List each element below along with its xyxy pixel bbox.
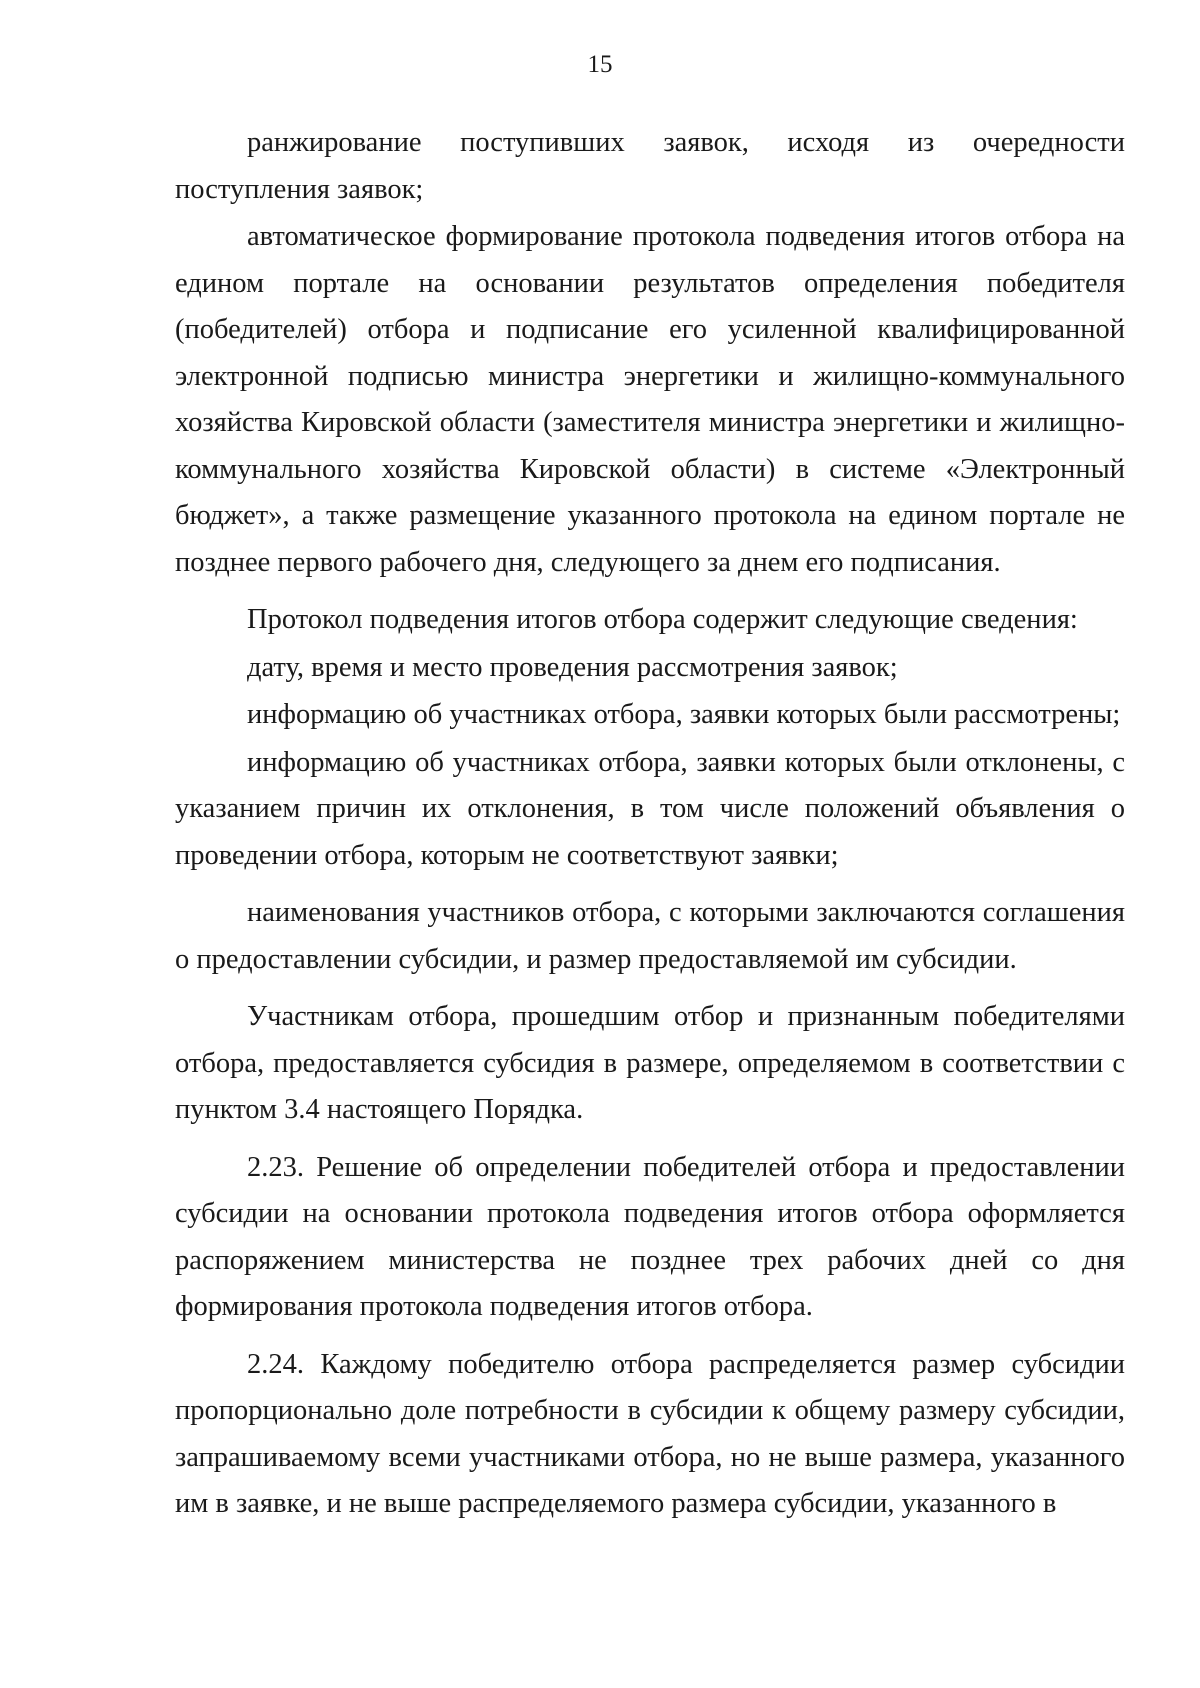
paragraph-auto-protocol: автоматическое формирование протокола подведения итогов отбора на едином портале на основании результатов определения победителя (победителей) отбора и подписание его усиленной квалифицированной электронной подписью министра энергетики и жилищно-коммунального хозяйства Кировской области (заместителя министра энергетики и жилищно-коммунального хозяйства Кировской области) в системе «Электронный бюджет», а также размещение указанного протокола на едином портале не позднее первого рабочего дня, следующего за днем его подписания. bbox=[175, 221, 1125, 578]
page-number: 15 bbox=[587, 51, 613, 78]
paragraph-protocol-contents: Протокол подведения итогов отбора содержит следующие сведения: bbox=[247, 604, 1078, 635]
paragraph-2-24: 2.24. Каждому победителю отбора распределяется размер субсидии пропорционально доле потребности в субсидии к общему размеру субсидии, запрашиваемому всеми участниками отбора, но не выше размера, указанного им в заявке, и не выше распределяемого размера субсидии, указанного в bbox=[175, 1348, 1125, 1519]
paragraph-winners-subsidy: Участникам отбора, прошедшим отбор и признанным победителями отбора, предоставляется субсидия в размере, определяемом в соответствии с пунктом 3.4 настоящего Порядка. bbox=[175, 1001, 1125, 1125]
paragraph-reviewed-participants: информацию об участниках отбора, заявки которых были рассмотрены; bbox=[247, 699, 1121, 730]
paragraph-rejected-participants: информацию об участниках отбора, заявки которых были отклонены, с указанием причин их отклонения, в том числе положений объявления о проведении отбора, которым не соответствуют заявки; bbox=[175, 746, 1125, 871]
paragraph-2-23: 2.23. Решение об определении победителей отбора и предоставлении субсидии на основании протокола подведения итогов отбора оформляется распоряжением министерства не позднее трех рабочих дней со дня формирования протокола подведения итогов отбора. bbox=[175, 1151, 1125, 1322]
paragraph-date-time-place: дату, время и место проведения рассмотрения заявок; bbox=[247, 651, 898, 683]
paragraph-ranking: ранжирование поступивших заявок, исходя из очередности поступления заявок; bbox=[175, 127, 1125, 205]
paragraph-agreement-participants: наименования участников отбора, с которыми заключаются соглашения о предоставлении субсидии, и размер предоставляемой им субсидии. bbox=[175, 897, 1125, 975]
document-body bbox=[175, 120, 1125, 1528]
